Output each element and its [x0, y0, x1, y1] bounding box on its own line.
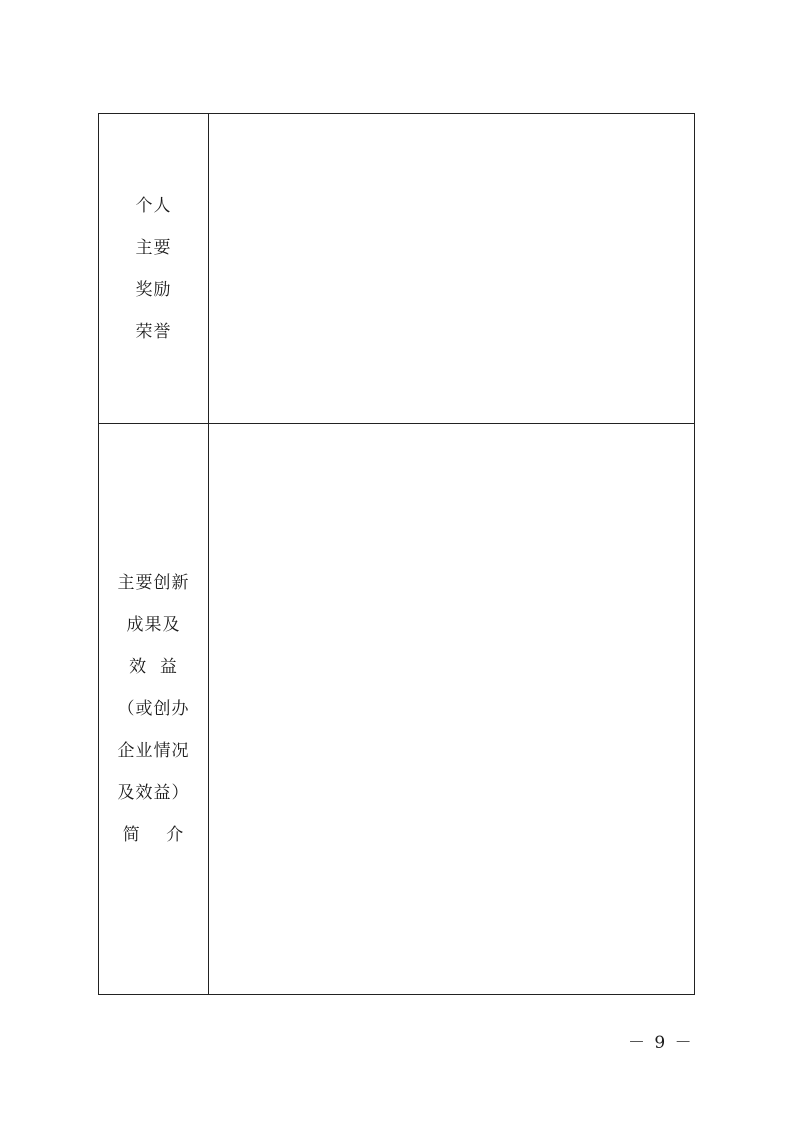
label-line: 及效益）	[117, 783, 190, 803]
label-line: 简 介	[122, 825, 185, 845]
label-innovation-achievements	[99, 562, 208, 856]
label-line: 主要创新	[117, 573, 190, 593]
form-table	[98, 113, 695, 995]
label-line: 奖励	[135, 279, 172, 300]
label-cell-innovation-achievements	[99, 424, 209, 995]
page-number: － 9 －	[628, 1033, 694, 1053]
label-line: （或创办	[117, 699, 190, 719]
label-cell-personal-awards	[99, 114, 209, 424]
label-personal-awards	[99, 185, 208, 353]
label-line: 个人	[135, 195, 172, 216]
content-cell-innovation-achievements[interactable]	[209, 424, 695, 995]
content-cell-personal-awards[interactable]	[209, 114, 695, 424]
label-line: 企业情况	[117, 741, 190, 761]
label-line: 主要	[135, 237, 172, 258]
label-line: 荣誉	[135, 321, 172, 342]
label-line: 效 益	[129, 657, 178, 677]
label-line: 成果及	[126, 615, 181, 635]
row-personal-awards	[99, 114, 695, 424]
row-innovation-achievements	[99, 424, 695, 995]
